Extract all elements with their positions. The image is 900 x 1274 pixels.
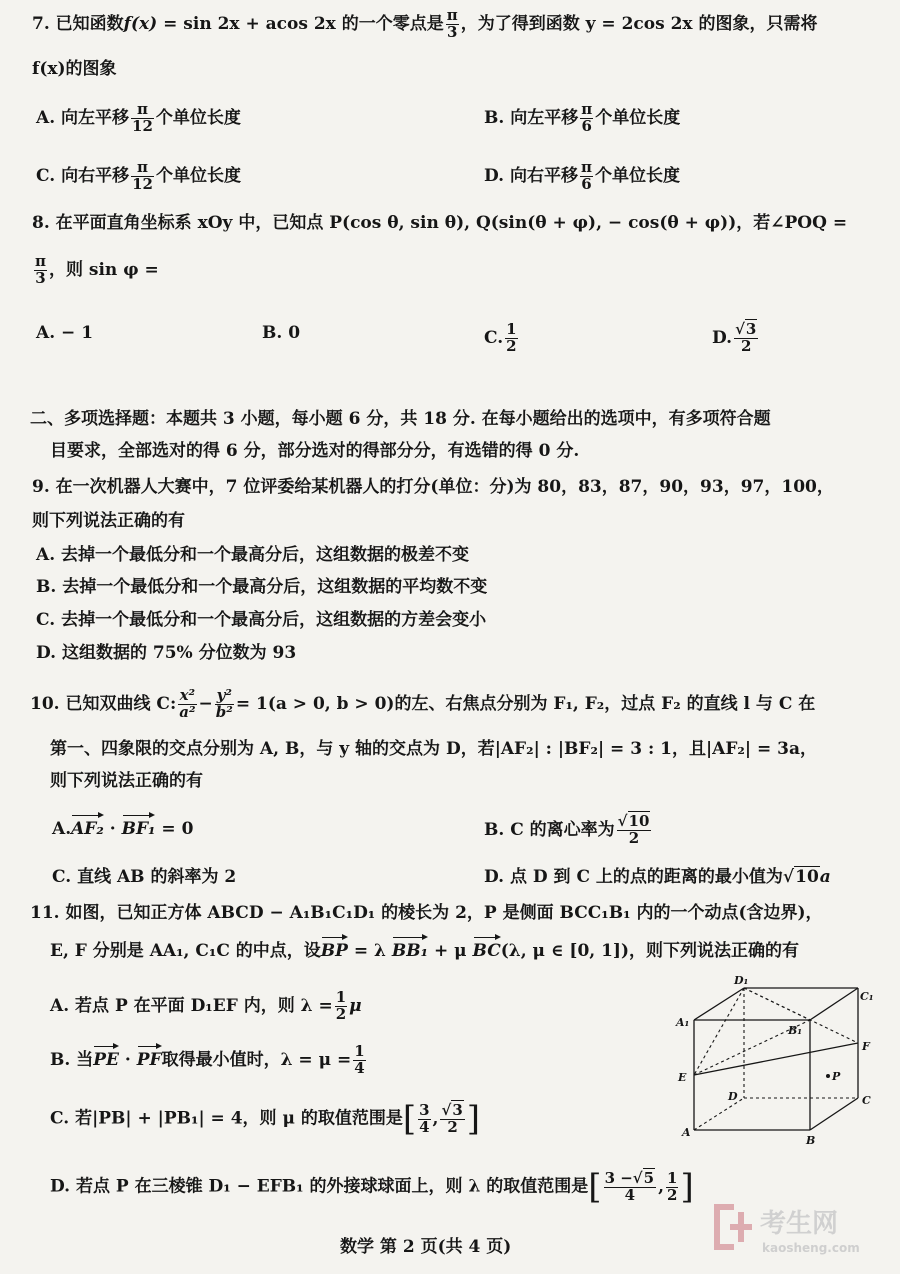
q10-option-b: B. C 的离心率为 $\frac{√10}{2}$ [484,812,650,847]
kaosheng-watermark [712,1198,888,1260]
q11-option-b: B. 当PE · PF取得最小值时，λ = μ = $\frac{1}{4}$ [50,1042,365,1077]
label-c1: C₁ [860,990,874,1003]
label-b1: B₁ [788,1024,803,1037]
q11-option-a: A. 若点 P 在平面 D₁EF 内，则 λ = $\frac{1}{2}$ μ [50,988,362,1023]
page-footer: 数学 第 2 页(共 4 页) [340,1237,512,1257]
q9-stem-line1: 9. 在一次机器人大赛中，7 位评委给某机器人的打分(单位：分)为 80，83，87，90，93，97，100， [32,477,834,497]
q7-option-d: D. 向右平移 $\frac{\pi}{6}$ 个单位长度 [484,158,680,193]
edge-bc [810,1098,858,1130]
cube-figure [672,968,882,1148]
q8-stem-line2: $\frac{\pi}{3}$ ，则 sin φ = [35,252,159,287]
q7-zero-fraction: $\frac{\pi}{3}$ [446,6,458,41]
q7-option-b: B. 向左平移 $\frac{\pi}{6}$ 个单位长度 [484,100,681,135]
q8-angle-fraction: $\frac{\pi}{3}$ [35,252,46,287]
label-c: C [862,1094,871,1107]
label-e: E [678,1071,687,1084]
kaosheng-logo-icon [714,1204,752,1250]
section2-heading-line1: 二、多项选择题：本题共 3 小题，每小题 6 分，共 18 分. 在每小题给出的选项中，有多项符合题 [30,409,771,429]
label-p: P [832,1070,841,1083]
label-d1: D₁ [734,974,749,987]
q10-stem-line3: 则下列说法正确的有 [50,771,203,791]
point-p-dot [826,1074,830,1078]
label-f: F [862,1040,870,1053]
q7-stem-line1: 7. 已知函数f(x) = sin 2x + acos 2x 的一个零点是 $\frac{\pi}{3}$ ，为了得到函数 y = 2cos 2x 的图象，只需将 [32,6,818,41]
label-d: D [728,1090,738,1103]
label-a1: A₁ [676,1016,690,1029]
q9-stem-line2: 则下列说法正确的有 [32,511,185,531]
q9-option-b: B. 去掉一个最低分和一个最高分后，这组数据的平均数不变 [36,577,488,597]
watermark-url: kaosheng.com [762,1241,860,1255]
section2-heading-line2: 目要求，全部选对的得 6 分，部分选对的得部分分，有选错的得 0 分. [50,441,580,461]
q11-stem-line2: E, F 分别是 AA₁, C₁C 的中点，设BP = λ BB₁ + μ BC(λ, μ ∈ [0, 1])，则下列说法正确的有 [50,941,800,961]
q10-option-d: D. 点 D 到 C 上的点的距离的最小值为√10a [484,867,831,887]
segment-d1b1 [744,988,810,1020]
q7-stem-line2: f(x)的图象 [32,59,117,79]
q8-option-a: A. − 1 [36,323,94,343]
q11-stem-line1: 11. 如图，已知正方体 ABCD − A₁B₁C₁D₁ 的棱长为 2，P 是侧面 BCC₁B₁ 内的一个动点(含边界)， [30,903,823,923]
label-b: B [806,1134,816,1147]
q7-option-c: C. 向右平移 $\frac{\pi}{12}$ 个单位长度 [36,158,241,193]
q11-option-d: D. 若点 P 在三棱锥 D₁ − EFB₁ 的外接球球面上，则 λ 的取值范围是[ $\frac{3 -√5}{4}$ , $\frac{1}{2}$ ] [50,1167,694,1207]
q10-stem-line2: 第一、四象限的交点分别为 A, B，与 y 轴的交点为 D，若|AF₂| : |BF₂| = 3 : 1，且|AF₂| = 3a， [50,739,817,759]
label-a: A [682,1126,691,1139]
q8-option-d: D. $\frac{√3}{2}$ [712,320,757,355]
q10-stem-line1: 10. 已知双曲线 C: $\frac{\text{x²}}{\text{a²}}$ − $\frac{\text{y²}}{\text{b²}}$ = 1(a > 0, b > 0)的左、右焦点分别为 F₁, F₂，过点 F₂ 的直线 l 与 C 在 [30,686,816,721]
q8-option-c: C. $\frac{1}{2}$ [484,320,517,355]
q8-stem-line1: 8. 在平面直角坐标系 xOy 中，已知点 P(cos θ, sin θ), Q(sin(θ + φ), − cos(θ + φ))，若∠POQ = [32,213,848,233]
q9-option-a: A. 去掉一个最低分和一个最高分后，这组数据的极差不变 [36,545,470,565]
q9-option-c: C. 去掉一个最低分和一个最高分后，这组数据的方差会变小 [36,610,487,630]
q9-option-d: D. 这组数据的 75% 分位数为 93 [36,643,297,663]
segment-d1e [694,988,744,1075]
edge-a1d1 [694,988,744,1020]
q10-option-c: C. 直线 AB 的斜率为 2 [52,867,237,887]
q11-option-c: C. 若|PB| + |PB₁| = 4，则 μ 的取值范围是[ $\frac{3}{4}$ , $\frac{√3}{2}$ ] [50,1099,481,1139]
edge-b1c1 [810,988,858,1020]
q7-option-a: A. 向左平移 $\frac{\pi}{12}$ 个单位长度 [36,100,241,135]
watermark-cn: 考生网 [760,1209,839,1239]
q8-option-b: B. 0 [262,323,301,343]
q10-option-a: A.AF₂ · BF₁ = 0 [52,819,194,839]
